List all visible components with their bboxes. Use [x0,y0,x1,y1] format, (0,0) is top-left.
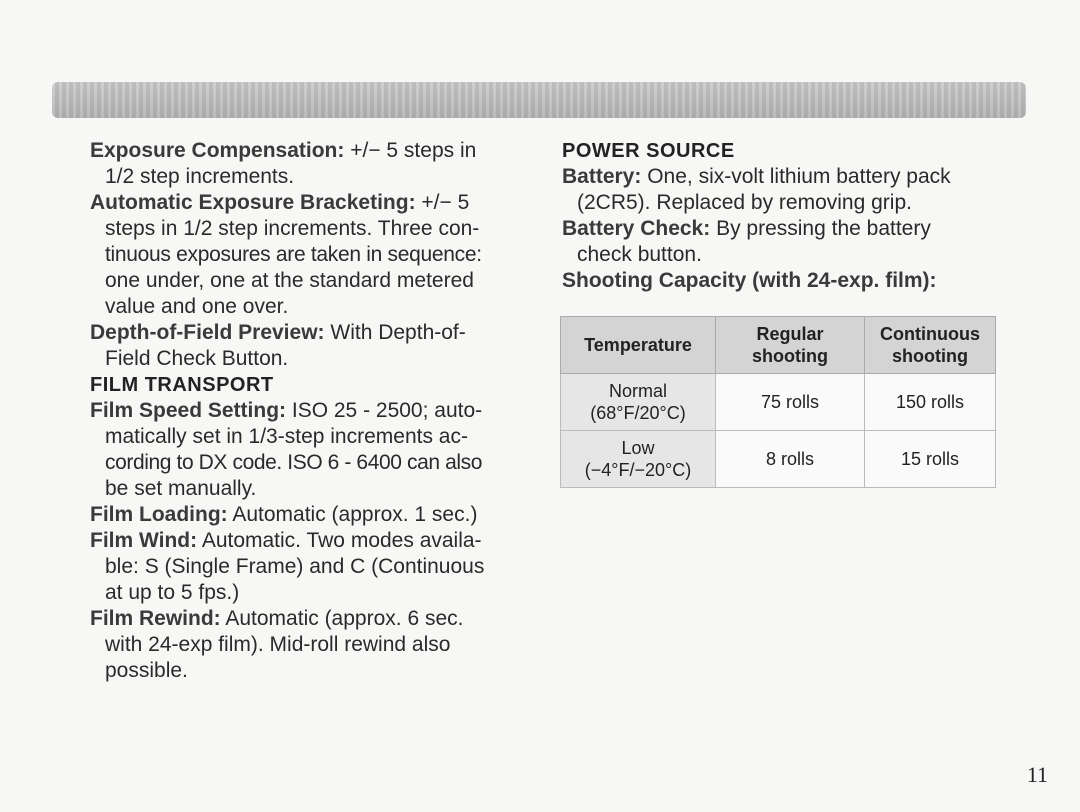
entry-def: value and one over. [105,295,289,318]
header-regular [716,317,865,374]
entry-def: be set manually. [105,477,257,500]
cond-label: Normal [608,381,667,401]
entry-term: Film Rewind: [90,607,221,630]
entry-def: With Depth-of- [330,321,466,344]
entry-def: Automatic. Two modes availa- [201,529,482,552]
entry-term: Film Loading: [90,503,228,526]
cell-continuous: 150 rolls [865,374,996,431]
entry-def: ISO 25 - 2500; auto- [291,399,483,422]
entry-term: Battery: [562,165,642,188]
entry-def: By pressing the battery [716,217,931,240]
table-header-row [561,317,996,374]
entry-def: One, six-volt lithium battery pack [647,165,951,188]
entry-def: (2CR5). Replaced by removing grip. [577,191,912,214]
entry-def: Field Check Button. [105,347,289,370]
cond-temp: (−4°F/−20°C) [584,460,692,480]
cell-continuous: 15 rolls [865,431,996,488]
cond-temp: (68°F/20°C) [590,403,686,423]
aeb-entry [90,190,526,320]
entry-def: one under, one at the standard metered [105,269,474,292]
film-transport-heading: FILM TRANSPORT [90,374,274,396]
entry-def: Automatic (approx. 6 sec. [225,607,464,630]
entry-term: Automatic Exposure Bracketing: [90,191,416,214]
cell-condition [561,374,716,431]
entry-def: with 24-exp film). Mid-roll rewind also [105,633,451,656]
entry-def: ble: S (Single Frame) and C (Continuous [105,555,485,578]
entry-def: tinuous exposures are taken in sequence: [105,243,482,266]
entry-def: +/− 5 [421,191,470,214]
entry-def: +/− 5 steps in [350,139,477,162]
header-temperature: Temperature [561,317,716,374]
exposure-compensation-entry [90,138,526,190]
entry-def: Automatic (approx. 1 sec.) [232,503,478,526]
entry-def: matically set in 1/3-step increments ac- [105,425,468,448]
film-rewind-entry [90,606,526,684]
header-line: shooting [892,346,968,366]
battery-entry [562,164,1002,216]
film-loading-entry [90,502,526,528]
shooting-capacity-table [560,316,996,488]
header-line: Continuous [880,324,980,344]
entry-term: Battery Check: [562,217,711,240]
page-number: 11 [1026,762,1048,787]
entry-term: Exposure Compensation: [90,139,345,162]
entry-def: cording to DX code. ISO 6 - 6400 can also [105,451,482,474]
dof-preview-entry [90,320,526,372]
entry-term: Depth-of-Field Preview: [90,321,325,344]
shooting-capacity-heading: Shooting Capacity (with 24-exp. film): [562,269,937,292]
entry-def: 1/2 step increments. [105,165,295,188]
film-speed-entry [90,398,526,502]
table-row [561,374,996,431]
header-banner [52,82,1026,118]
cond-label: Low [621,438,655,458]
film-wind-entry [90,528,526,606]
entry-term: Film Wind: [90,529,198,552]
entry-def: at up to 5 fps.) [105,581,240,604]
right-column [562,138,1002,294]
cell-condition [561,431,716,488]
header-continuous [865,317,996,374]
cell-regular: 8 rolls [716,431,865,488]
cell-regular: 75 rolls [716,374,865,431]
entry-def: steps in 1/2 step increments. Three con- [105,217,480,240]
header-line: Regular [756,324,824,344]
header-line: shooting [752,346,828,366]
left-column [90,138,526,684]
table-row [561,431,996,488]
entry-term: Film Speed Setting: [90,399,287,422]
battery-check-entry [562,216,1002,268]
entry-def: check button. [577,243,702,266]
entry-def: possible. [105,659,188,682]
power-source-heading: POWER SOURCE [562,140,735,162]
